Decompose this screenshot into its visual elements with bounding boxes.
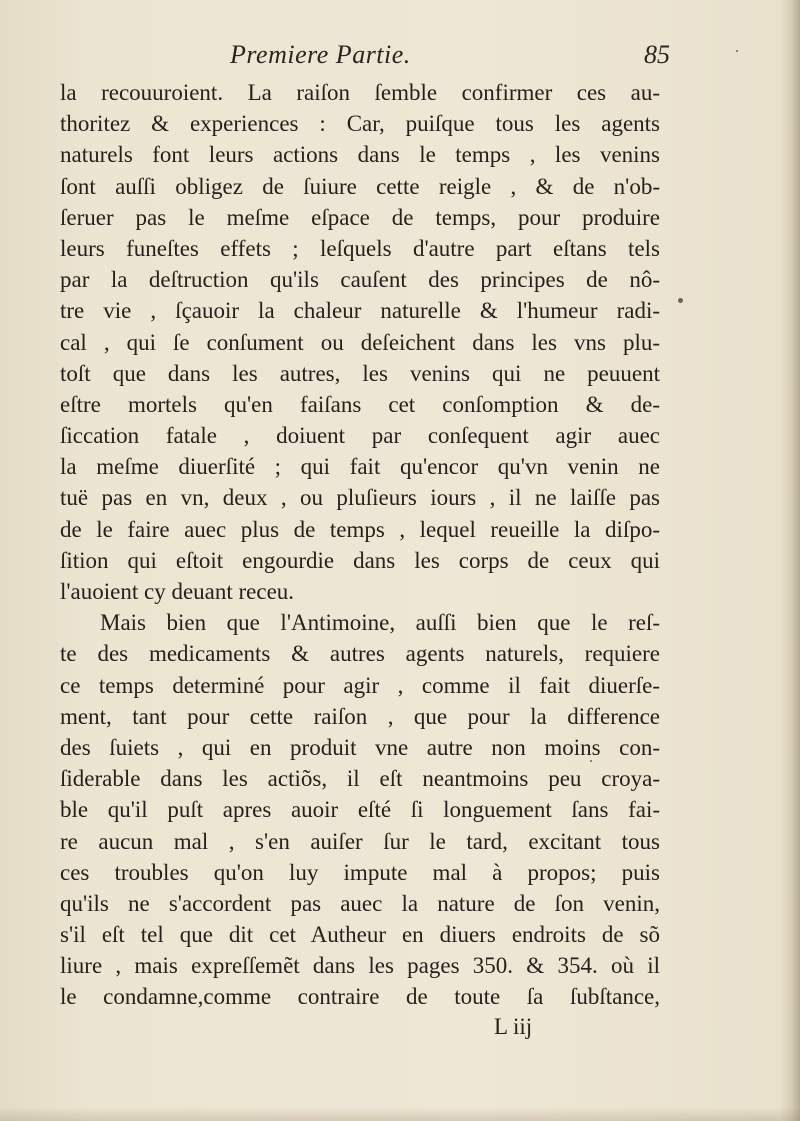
page-header — [60, 40, 670, 74]
text-line: re aucun mal , s'en auiſer ſur le tard, excitant tous — [60, 828, 660, 854]
page-bottom-shadow — [0, 1107, 800, 1121]
text-line: ment, tant pour cette raiſon , que pour la difference — [60, 703, 660, 729]
text-line: le condamne,comme contraire de toute ſa ſubſtance, — [60, 984, 660, 1010]
text-line: la recouuroient. La raiſon ſemble confirmer ces au- — [60, 80, 660, 105]
text-line: ſiccation fatale , doiuent par conſequent agir auec — [60, 423, 660, 449]
text-line: toſt que dans les autres, les venins qui ne peuuent — [60, 360, 660, 386]
page-edge-shadow — [780, 0, 800, 1121]
text-line: ce temps determiné pour agir , comme il fait diuerſe- — [60, 672, 660, 698]
catchword: L iij — [494, 1014, 533, 1039]
text-line: qu'ils ne s'accordent pas auec la nature de ſon venin, — [60, 890, 660, 916]
text-line: ſition qui eſtoit engourdie dans les corps de ceux qui — [60, 547, 660, 573]
text-line: ble qu'il puſt apres auoir eſté ſi longuement ſans fai- — [60, 797, 660, 823]
text-line: la meſme diuerſité ; qui fait qu'encor qu'vn venin ne — [60, 454, 660, 480]
text-line: tuë pas en vn, deux , ou pluſieurs iours , il ne laiſſe pas — [60, 485, 660, 511]
text-line: ſeruer pas le meſme eſpace de temps, pour produire — [60, 204, 660, 230]
text-line: par la deſtruction qu'ils cauſent des principes de nô- — [60, 267, 660, 293]
text-line: des ſuiets , qui en produit vne autre non moins con- — [60, 734, 660, 760]
text-line: eſtre mortels qu'en faiſans cet conſomption & de- — [60, 391, 660, 417]
text-line: de le faire auec plus de temps , lequel reueille la diſpo- — [60, 516, 660, 542]
text-line: naturels font leurs actions dans le temps , les venins — [60, 142, 660, 168]
text-line: ſiderable dans les actiõs, il eſt neantmoins peu croya- — [60, 766, 660, 792]
text-line: leurs funeſtes effets ; leſquels d'autre part eſtans tels — [60, 235, 660, 261]
page-number: 85 — [644, 40, 670, 69]
body-text — [60, 77, 660, 1013]
running-head: Premiere Partie. — [230, 40, 411, 69]
text-line: ces troubles qu'on luy impute mal à propos; puis — [60, 859, 660, 885]
paragraph-end-line: l'auoient cy deuant receu. — [60, 579, 295, 604]
text-line: tre vie , ſçauoir la chaleur naturelle & l'humeur radi- — [60, 298, 660, 324]
text-line: cal , qui ſe conſument ou deſeichent dans les vns plu- — [60, 329, 660, 355]
text-line: liure , mais expreſſemẽt dans les pages 350. & 354. où il — [60, 953, 660, 979]
text-line: thoritez & experiences : Car, puiſque tous les agents — [60, 111, 660, 137]
text-line: s'il eſt tel que dit cet Autheur en diuers endroits de sõ — [60, 922, 660, 948]
paragraph-start-line: Mais bien que l'Antimoine, auſſi bien que le reſ- — [100, 610, 660, 636]
text-line: te des medicaments & autres agents naturels, requiere — [60, 641, 660, 667]
text-line: ſont auſſi obligez de ſuiure cette reigle , & de n'ob- — [60, 173, 660, 199]
